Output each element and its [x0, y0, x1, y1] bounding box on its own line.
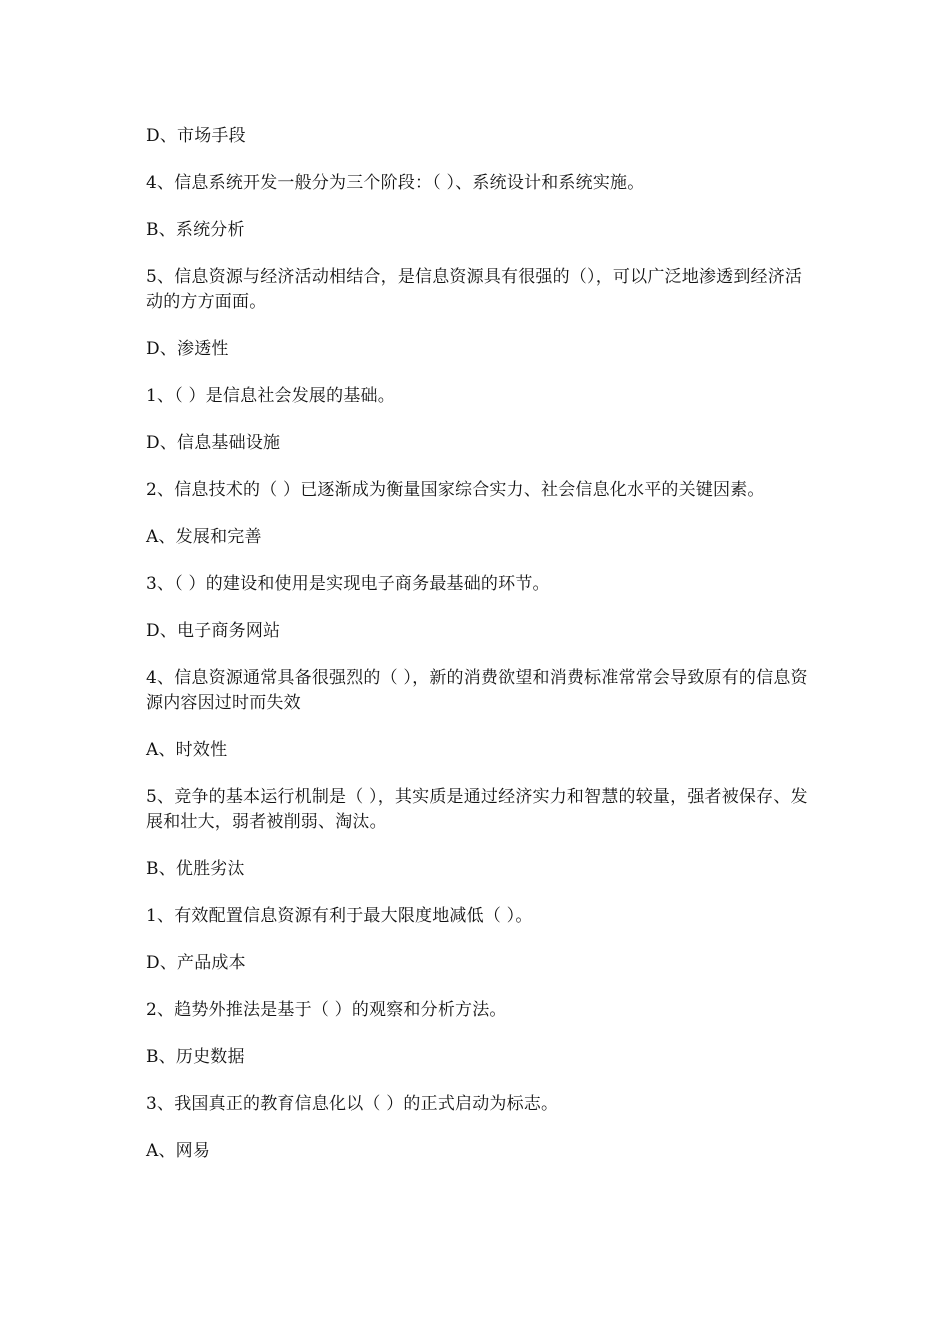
- answer-line: D、市场手段: [146, 126, 246, 146]
- document-body: [146, 124, 811, 1186]
- answer-line: A、网易: [146, 1141, 211, 1161]
- answer-line: B、系统分析: [146, 220, 245, 240]
- question-line: 4、信息资源通常具备很强烈的（ ），新的消费欲望和消费标准常常会导致原有的信息资源内容因过时而失效: [146, 668, 808, 713]
- answer-line: B、优胜劣汰: [146, 859, 245, 879]
- question-line: 2、信息技术的（ ）已逐渐成为衡量国家综合实力、社会信息化水平的关键因素。: [146, 480, 765, 500]
- question-line: 1、有效配置信息资源有利于最大限度地减低（ ）。: [146, 906, 533, 926]
- question-line: 1、（ ）是信息社会发展的基础。: [146, 386, 395, 406]
- question-line: 3、我国真正的教育信息化以（ ）的正式启动为标志。: [146, 1094, 559, 1114]
- question-line: 5、信息资源与经济活动相结合，是信息资源具有很强的（），可以广泛地渗透到经济活动的方方面面。: [146, 267, 803, 312]
- answer-line: D、电子商务网站: [146, 621, 281, 641]
- question-line: 3、（ ）的建设和使用是实现电子商务最基础的环节。: [146, 574, 550, 594]
- answer-line: A、时效性: [146, 740, 228, 760]
- answer-line: B、历史数据: [146, 1047, 245, 1067]
- answer-line: D、渗透性: [146, 339, 229, 359]
- question-line: 4、信息系统开发一般分为三个阶段：（ ）、系统设计和系统实施。: [146, 173, 645, 193]
- question-line: 5、竞争的基本运行机制是（ ），其实质是通过经济实力和智慧的较量，强者被保存、发展和壮大，弱者被削弱、淘汰。: [146, 787, 808, 832]
- answer-line: A、发展和完善: [146, 527, 262, 547]
- question-line: 2、趋势外推法是基于（ ）的观察和分析方法。: [146, 1000, 507, 1020]
- answer-line: D、信息基础设施: [146, 433, 281, 453]
- answer-line: D、产品成本: [146, 953, 246, 973]
